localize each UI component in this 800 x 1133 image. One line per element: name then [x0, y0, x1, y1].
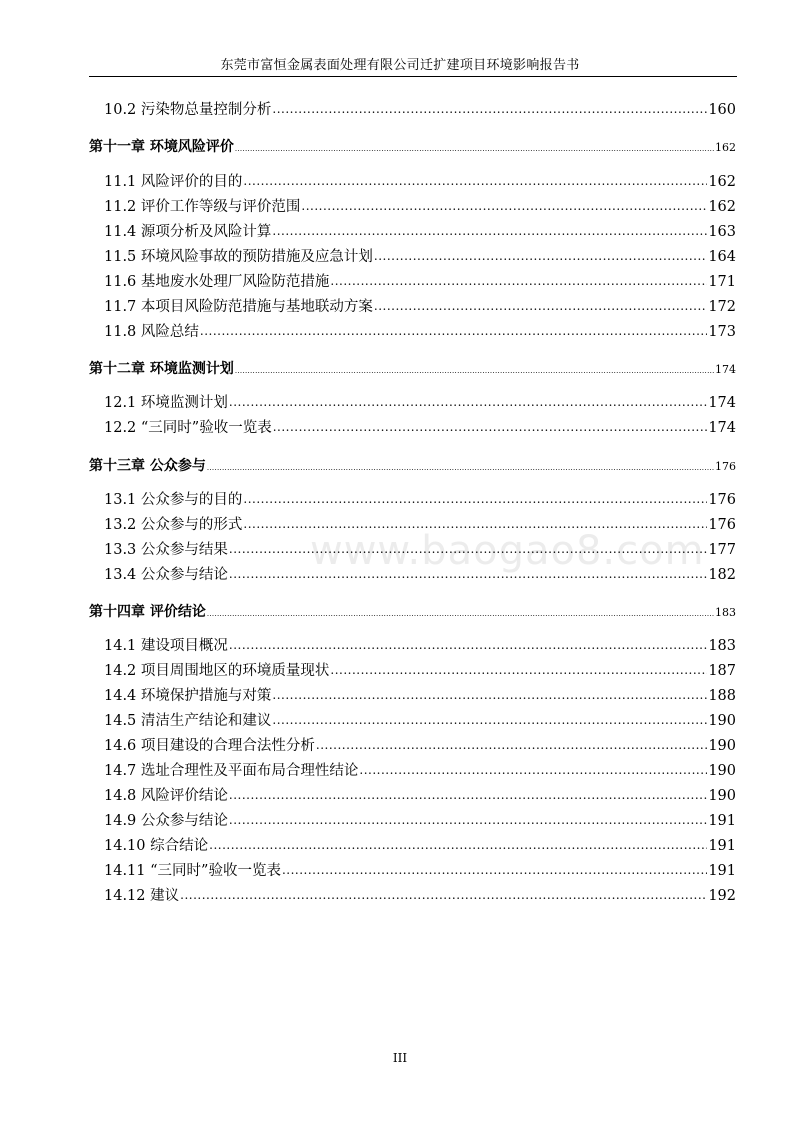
toc-entry-title: 13.3 公众参与结果	[104, 542, 228, 558]
toc-page-number: 190	[708, 738, 736, 754]
toc-leader-dots	[359, 761, 707, 776]
toc-entry[interactable]	[104, 320, 736, 341]
toc-entry-title: 11.4 源项分析及风险计算	[104, 224, 272, 240]
toc-entry[interactable]	[104, 295, 736, 316]
toc-page-number: 190	[708, 788, 736, 804]
toc-page-number: 174	[708, 395, 736, 411]
toc-entry[interactable]	[104, 245, 736, 266]
toc-entry[interactable]	[104, 270, 736, 291]
toc-chapter-title: 第十三章 公众参与	[89, 458, 206, 474]
toc-entry-title: 14.2 项目周围地区的环境质量现状	[104, 663, 330, 679]
toc-entry[interactable]	[104, 391, 736, 412]
toc-page-number: 192	[708, 888, 736, 904]
toc-leader-dots	[229, 393, 707, 408]
toc-entry[interactable]	[104, 684, 736, 705]
toc-entry-title: 12.2 “三同时”验收一览表	[104, 420, 272, 436]
toc-leader-dots	[374, 247, 707, 262]
toc-entry-title: 11.8 风险总结	[104, 324, 199, 340]
toc-page-number: 176	[708, 492, 736, 508]
toc-leader-dots	[272, 222, 707, 237]
toc-page-number: 190	[708, 713, 736, 729]
toc-entry-title: 14.5 清洁生产结论和建议	[104, 713, 272, 729]
toc-leader-dots	[330, 272, 707, 287]
toc-entry-title: 14.9 公众参与结论	[104, 813, 228, 829]
toc-page-number: 174	[708, 420, 736, 436]
toc-page-number: 182	[708, 567, 736, 583]
toc-page-number: 171	[708, 274, 736, 290]
toc-entry-title: 11.1 风险评价的目的	[104, 174, 243, 190]
toc-entry-title: 14.4 环境保护措施与对策	[104, 688, 272, 704]
toc-entry[interactable]	[104, 734, 736, 755]
toc-page-number: 160	[708, 102, 736, 118]
toc-leader-dots	[272, 100, 707, 115]
toc-leader-dots	[229, 540, 707, 555]
toc-page-number: 172	[708, 299, 736, 315]
toc-entry-title: 14.1 建设项目概况	[104, 638, 228, 654]
toc-entry[interactable]	[104, 220, 736, 241]
toc-page-number: 174	[715, 363, 736, 376]
toc-leader-dots	[229, 811, 707, 826]
toc-leader-dots	[301, 197, 707, 212]
toc-page-number: 190	[708, 763, 736, 779]
toc-page-number: 173	[708, 324, 736, 340]
toc-entry[interactable]	[104, 759, 736, 780]
toc-entry-title: 11.5 环境风险事故的预防措施及应急计划	[104, 249, 373, 265]
toc-entry[interactable]	[104, 634, 736, 655]
toc-entry[interactable]	[104, 98, 736, 119]
toc-chapter[interactable]	[89, 358, 736, 378]
toc-entry-title: 14.8 风险评价结论	[104, 788, 228, 804]
toc-leader-dots	[200, 322, 707, 337]
toc-entry-title: 11.7 本项目风险防范措施与基地联动方案	[104, 299, 373, 315]
toc-page-number: 162	[708, 174, 736, 190]
toc-page-number: 162	[715, 141, 736, 154]
toc-leader-dots	[243, 172, 707, 187]
toc-leader-dots	[272, 686, 707, 701]
toc-page-number: 191	[708, 838, 736, 854]
toc-entry[interactable]	[104, 513, 736, 534]
toc-entry[interactable]	[104, 416, 736, 437]
toc-entry-title: 12.1 环境监测计划	[104, 395, 228, 411]
toc-entry[interactable]	[104, 488, 736, 509]
toc-page-number: 176	[715, 460, 736, 473]
toc-entry[interactable]	[104, 784, 736, 805]
toc-leader-dots	[273, 418, 708, 433]
toc-entry-title: 14.6 项目建设的合理合法性分析	[104, 738, 315, 754]
toc-entry-title: 14.11 “三同时”验收一览表	[104, 863, 281, 879]
toc-chapter[interactable]	[89, 601, 736, 621]
toc-entry[interactable]	[104, 195, 736, 216]
toc-chapter[interactable]	[89, 455, 736, 475]
toc-leader-dots	[330, 661, 707, 676]
toc-leader-dots	[282, 861, 707, 876]
toc-chapter-title: 第十一章 环境风险评价	[89, 139, 234, 155]
toc-page-number: 177	[708, 542, 736, 558]
toc-page-number: 188	[708, 688, 736, 704]
toc-chapter-title: 第十四章 评价结论	[89, 604, 206, 620]
watermark: www.baogao8.com	[310, 528, 705, 574]
toc-entry-title: 11.2 评价工作等级与评价范围	[104, 199, 301, 215]
toc-entry-title: 14.7 选址合理性及平面布局合理性结论	[104, 763, 359, 779]
toc-entry-title: 13.2 公众参与的形式	[104, 517, 243, 533]
toc-entry[interactable]	[104, 563, 736, 584]
toc-chapter-title: 第十二章 环境监测计划	[89, 361, 234, 377]
toc-leader-dots	[209, 836, 707, 851]
toc-page-number: 163	[708, 224, 736, 240]
toc-leader-dots	[207, 602, 714, 617]
toc-entry-title: 14.10 综合结论	[104, 838, 209, 854]
toc-leader-dots	[272, 711, 707, 726]
toc-page-number: 191	[708, 813, 736, 829]
toc-leader-dots	[243, 515, 707, 530]
toc-leader-dots	[243, 490, 707, 505]
toc-leader-dots	[374, 297, 707, 312]
toc-leader-dots	[229, 636, 707, 651]
toc-chapter[interactable]	[89, 136, 736, 156]
page-number-footer: III	[392, 1051, 408, 1065]
toc-entry-title: 11.6 基地废水处理厂风险防范措施	[104, 274, 330, 290]
toc-leader-dots	[229, 786, 707, 801]
toc-leader-dots	[229, 565, 707, 580]
page-header: 东莞市富恒金属表面处理有限公司迁扩建项目环境影响报告书	[220, 58, 580, 73]
toc-entry-title: 14.12 建议	[104, 888, 180, 904]
toc-entry[interactable]	[104, 170, 736, 191]
toc-entry[interactable]	[104, 859, 736, 880]
toc-leader-dots	[235, 137, 714, 152]
toc-entry-title: 13.4 公众参与结论	[104, 567, 228, 583]
toc-entry[interactable]	[104, 834, 736, 855]
toc-entry[interactable]	[104, 884, 736, 905]
toc-page-number: 162	[708, 199, 736, 215]
header-rule	[89, 76, 737, 77]
toc-page-number: 187	[708, 663, 736, 679]
toc-leader-dots	[180, 886, 707, 901]
toc-leader-dots	[235, 359, 714, 374]
toc-page-number: 183	[708, 638, 736, 654]
toc-entry[interactable]	[104, 809, 736, 830]
toc-page-number: 164	[708, 249, 736, 265]
toc-entry[interactable]	[104, 659, 736, 680]
toc-entry-title: 13.1 公众参与的目的	[104, 492, 243, 508]
toc-leader-dots	[207, 456, 714, 471]
toc-page-number: 183	[715, 606, 736, 619]
toc-entry[interactable]	[104, 709, 736, 730]
toc-page-number: 191	[708, 863, 736, 879]
toc-entry[interactable]	[104, 538, 736, 559]
toc-leader-dots	[316, 736, 707, 751]
toc-page-number: 176	[708, 517, 736, 533]
toc-entry-title: 10.2 污染物总量控制分析	[104, 102, 272, 118]
